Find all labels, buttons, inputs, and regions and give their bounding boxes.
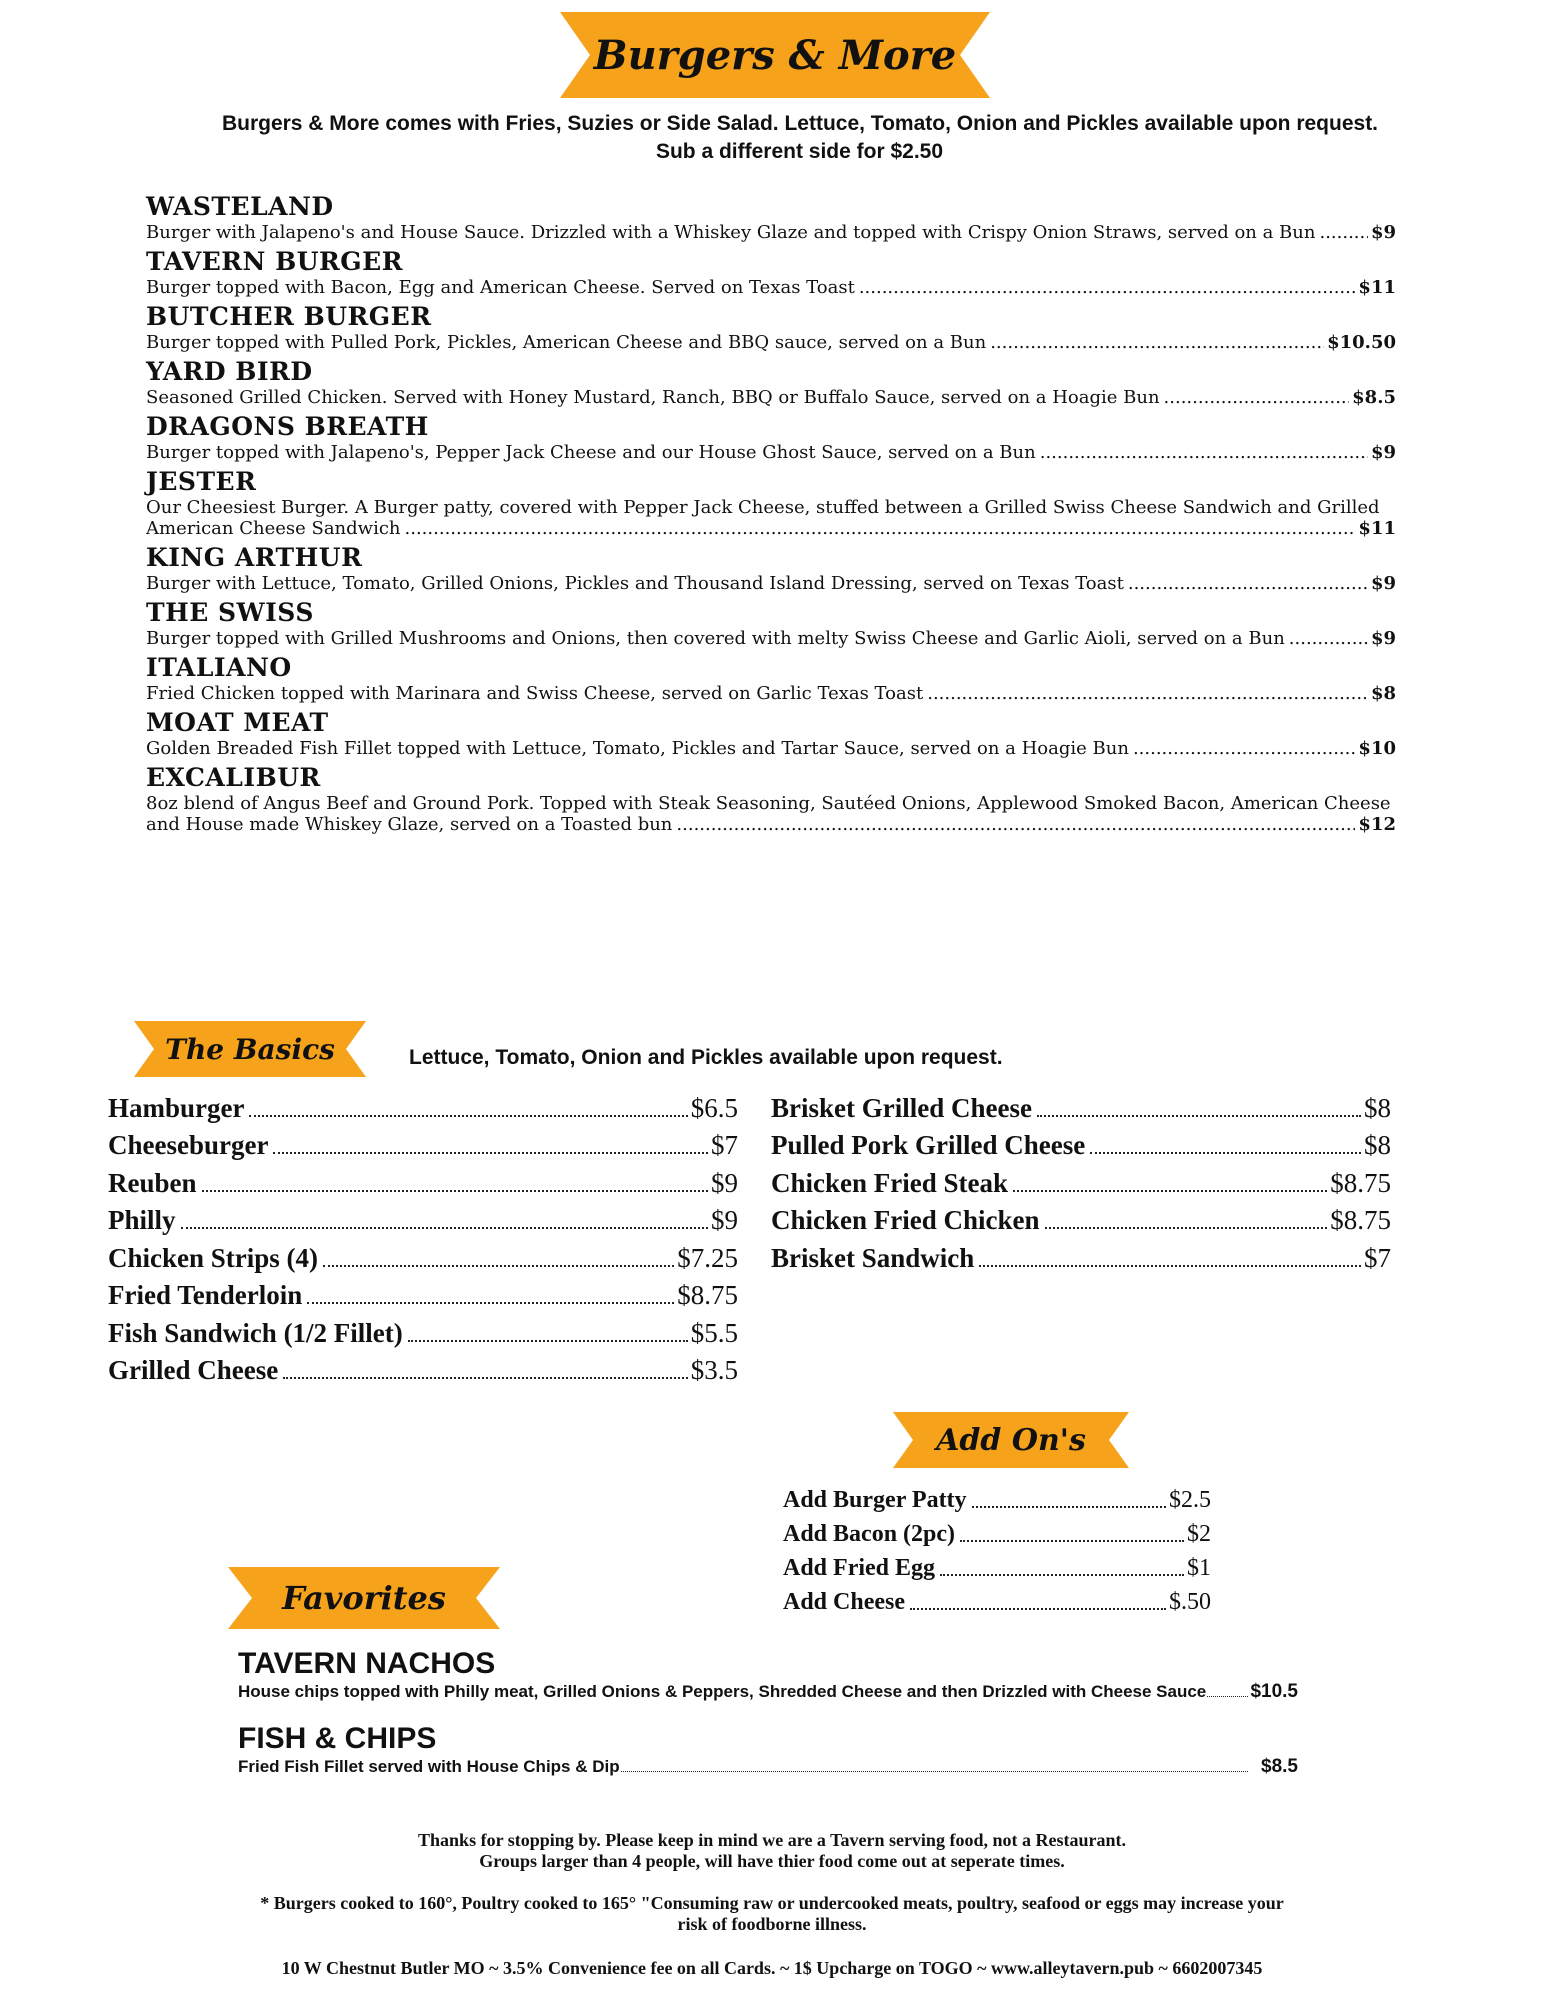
basics-item-name: Cheeseburger (108, 1130, 269, 1160)
burger-item (146, 357, 1396, 408)
burger-price: $9 (1368, 573, 1396, 594)
basics-item-price: $8.75 (677, 1280, 738, 1310)
basics-item-row (108, 1311, 738, 1349)
basics-item-price: $8.75 (1330, 1167, 1391, 1198)
dot-leader (181, 1227, 708, 1229)
basics-section-title: The Basics (165, 1032, 335, 1066)
addons-section-title: Add On's (936, 1422, 1086, 1458)
burger-item (146, 247, 1396, 298)
burger-item (146, 708, 1396, 759)
addon-item-row (783, 1548, 1211, 1582)
basics-item-price: $8.75 (1330, 1205, 1391, 1235)
burger-description (146, 573, 1396, 594)
addon-item-name: Add Cheese (783, 1589, 906, 1615)
basics-item-row (108, 1161, 738, 1199)
burger-price: $11 (1355, 277, 1396, 298)
addon-item-row (783, 1480, 1211, 1514)
dot-leader (273, 1152, 708, 1154)
burger-description-text: Fried Chicken topped with Marinara and Swiss Cheese, served on Garlic Texas Toast (146, 683, 927, 704)
favorite-price: $10.5 (1250, 1681, 1298, 1702)
basics-item-row (771, 1124, 1391, 1162)
basics-item-price: $7.25 (677, 1242, 738, 1273)
burger-description-text: Burger with Jalapeno's and House Sauce. Drizzled with a Whiskey Glaze and topped with Crispy Onion Straws, served on a Bun (146, 222, 1319, 243)
basics-item-row (108, 1199, 738, 1237)
dot-leader (1013, 1190, 1327, 1192)
dot-leader (960, 1540, 1184, 1542)
burger-description-text: Burger topped with Pulled Pork, Pickles, American Cheese and BBQ sauce, served on a Bun (146, 332, 990, 353)
burger-name: THE SWISS (146, 598, 314, 627)
burger-item (146, 412, 1396, 463)
addon-item-row (783, 1582, 1211, 1616)
burger-name: JESTER (146, 467, 257, 496)
favorite-price: $8.5 (1261, 1756, 1298, 1777)
favorites-section-banner (228, 1567, 500, 1629)
burger-name: WASTELAND (146, 192, 334, 221)
burger-description (146, 738, 1396, 759)
favorites-section-title: Favorites (282, 1579, 446, 1617)
favorite-item (238, 1721, 1298, 1776)
burger-price: $10.50 (1324, 332, 1396, 353)
addon-item-name: Add Fried Egg (783, 1555, 936, 1581)
burger-item (146, 763, 1396, 835)
addon-item-price: $1 (1187, 1555, 1211, 1581)
burger-name: BUTCHER BURGER (146, 302, 432, 331)
addon-item-name: Add Bacon (2pc) (783, 1521, 956, 1547)
burger-description-text: Burger topped with Jalapeno's, Pepper Jack Cheese and our House Ghost Sauce, served on a Bun (146, 442, 1040, 463)
burger-description-text: Seasoned Grilled Chicken. Served with Honey Mustard, Ranch, BBQ or Buffalo Sauce, served on a Hoagie Bun (146, 387, 1164, 408)
dot-leader (283, 1377, 688, 1379)
burger-name: MOAT MEAT (146, 708, 329, 737)
burger-item (146, 467, 1396, 539)
burger-description (146, 497, 1396, 539)
basics-right-column (771, 1086, 1391, 1274)
footer-disclaimer (0, 1893, 1544, 1935)
basics-item-name: Brisket Grilled Cheese (771, 1092, 1032, 1123)
burger-description (146, 442, 1396, 463)
burgers-note-line1: Burgers & More comes with Fries, Suzies or Side Salad. Lettuce, Tomato, Onion and Pickles available upon request. (221, 112, 1379, 135)
burgers-note-line2: Sub a different side for $2.50 (655, 140, 944, 163)
dot-leader (323, 1265, 674, 1267)
basics-item-row (771, 1236, 1391, 1274)
basics-item-price: $8 (1364, 1092, 1391, 1123)
favorite-name: TAVERN NACHOS (238, 1647, 496, 1680)
burger-description (146, 277, 1396, 298)
favorite-description (238, 1757, 1298, 1776)
basics-item-name: Hamburger (108, 1092, 245, 1123)
addon-item-row (783, 1514, 1211, 1548)
dot-leader (202, 1190, 708, 1192)
basics-item-name: Brisket Sandwich (771, 1242, 975, 1273)
burger-name: KING ARTHUR (146, 543, 363, 572)
burger-item (146, 302, 1396, 353)
footer-line-2: Groups larger than 4 people, will have thier food come out at seperate times. (479, 1851, 1065, 1871)
burger-name: YARD BIRD (146, 357, 313, 386)
burger-name: EXCALIBUR (146, 763, 321, 792)
burger-name: ITALIANO (146, 653, 292, 682)
burger-price: $8.5 (1349, 387, 1396, 408)
burger-description (146, 793, 1396, 835)
burger-item (146, 543, 1396, 594)
burger-description (146, 683, 1396, 704)
footer-line-1: Thanks for stopping by. Please keep in mind we are a Tavern serving food, not a Restaurant. (418, 1830, 1126, 1850)
dot-leader (249, 1115, 687, 1117)
basics-item-price: $5.5 (690, 1317, 738, 1348)
burgers-section-title: Burgers & More (593, 31, 957, 79)
basics-item-price: $3.5 (690, 1355, 738, 1385)
burger-item (146, 653, 1396, 704)
addons-list (783, 1480, 1211, 1616)
basics-left-column (108, 1086, 738, 1386)
basics-item-name: Chicken Fried Chicken (771, 1205, 1040, 1235)
basics-item-row (108, 1274, 738, 1312)
basics-item-name: Fish Sandwich (1/2 Fillet) (108, 1317, 403, 1348)
dot-leader (910, 1608, 1166, 1610)
burger-description-text: Golden Breaded Fish Fillet topped with Lettuce, Tomato, Pickles and Tartar Sauce, served on a Hoagie Bun (146, 738, 1133, 759)
basics-item-name: Philly (108, 1205, 176, 1235)
basics-item-row (108, 1086, 738, 1124)
addon-item-price: $2.5 (1169, 1487, 1211, 1513)
footer-notice (0, 1830, 1544, 1872)
favorites-list (238, 1646, 1298, 1796)
burgers-note (0, 110, 1544, 166)
burger-item (146, 192, 1396, 243)
favorite-description-text: House chips topped with Philly meat, Grilled Onions & Peppers, Shredded Cheese and then Drizzled with Cheese Sauce (238, 1682, 1207, 1701)
basics-item-name: Chicken Strips (4) (108, 1242, 319, 1273)
dot-leader (979, 1265, 1361, 1267)
burger-name: TAVERN BURGER (146, 247, 403, 276)
burger-price: $8 (1368, 683, 1396, 704)
dot-leader (1037, 1115, 1361, 1117)
basics-item-name: Grilled Cheese (108, 1355, 279, 1385)
burgers-section-banner (560, 12, 990, 98)
basics-note: Lettuce, Tomato, Onion and Pickles available upon request. (409, 1046, 1003, 1069)
burger-price: $9 (1368, 628, 1396, 649)
burger-price: $9 (1368, 222, 1396, 243)
burger-price: $11 (1355, 518, 1396, 539)
burger-description (146, 332, 1396, 353)
burger-price: $9 (1368, 442, 1396, 463)
basics-item-name: Chicken Fried Steak (771, 1167, 1009, 1198)
favorite-name: FISH & CHIPS (238, 1722, 437, 1755)
footer-line-4: risk of foodborne illness. (677, 1914, 867, 1934)
burger-description (146, 628, 1396, 649)
basics-item-price: $8 (1364, 1130, 1391, 1160)
dot-leader (307, 1302, 674, 1304)
basics-item-row (108, 1124, 738, 1162)
basics-item-price: $9 (711, 1167, 738, 1198)
dot-leader (972, 1506, 1166, 1508)
basics-item-price: $7 (711, 1130, 738, 1160)
addons-section-banner (893, 1412, 1129, 1468)
basics-item-row (771, 1086, 1391, 1124)
dot-leader (408, 1340, 688, 1342)
basics-item-row (771, 1199, 1391, 1237)
favorite-item (238, 1646, 1298, 1701)
burger-description-text: Our Cheesiest Burger. A Burger patty, covered with Pepper Jack Cheese, stuffed between a Grilled Swiss Cheese Sandwich and Grilled American Cheese Sandwich (146, 497, 1380, 539)
burger-name: DRAGONS BREATH (146, 412, 429, 441)
burger-item (146, 598, 1396, 649)
basics-section-banner (134, 1021, 366, 1077)
burger-description (146, 222, 1396, 243)
burger-description (146, 387, 1396, 408)
footer-line-3: * Burgers cooked to 160°, Poultry cooked to 165° "Consuming raw or undercooked meats, poultry, seafood or eggs may increase your (260, 1893, 1284, 1913)
basics-item-row (108, 1349, 738, 1387)
basics-item-name: Fried Tenderloin (108, 1280, 303, 1310)
favorite-description-text: Fried Fish Fillet served with House Chips & Dip (238, 1757, 620, 1776)
burger-description-text: 8oz blend of Angus Beef and Ground Pork. Topped with Steak Seasoning, Sautéed Onions, Applewood Smoked Bacon, American Cheese and House made Whiskey Glaze, served on a Toasted bun (146, 793, 1391, 835)
dot-leader (1090, 1152, 1361, 1154)
basics-item-price: $9 (711, 1205, 738, 1235)
addon-item-price: $2 (1187, 1521, 1211, 1547)
dot-leader (1045, 1227, 1328, 1229)
burger-price: $10 (1355, 738, 1396, 759)
burgers-list (146, 192, 1396, 839)
burger-description-text: Burger topped with Bacon, Egg and American Cheese. Served on Texas Toast (146, 277, 859, 298)
addon-item-price: $.50 (1169, 1589, 1211, 1615)
burger-price: $12 (1355, 814, 1396, 835)
basics-item-row (771, 1161, 1391, 1199)
burger-description-text: Burger topped with Grilled Mushrooms and Onions, then covered with melty Swiss Cheese and Garlic Aioli, served on a Bun (146, 628, 1289, 649)
footer-contact: 10 W Chestnut Butler MO ~ 3.5% Convenience fee on all Cards. ~ 1$ Upcharge on TOGO ~ www.alleytavern.pub ~ 6602007345 (281, 1958, 1263, 1978)
dot-leader (940, 1574, 1184, 1576)
basics-item-price: $7 (1364, 1242, 1391, 1273)
burger-description-text: Burger with Lettuce, Tomato, Grilled Onions, Pickles and Thousand Island Dressing, served on Texas Toast (146, 573, 1128, 594)
basics-item-name: Reuben (108, 1167, 197, 1198)
addon-item-name: Add Burger Patty (783, 1487, 967, 1513)
favorite-description (238, 1682, 1298, 1701)
basics-item-name: Pulled Pork Grilled Cheese (771, 1130, 1086, 1160)
basics-item-row (108, 1236, 738, 1274)
basics-item-price: $6.5 (690, 1092, 738, 1123)
